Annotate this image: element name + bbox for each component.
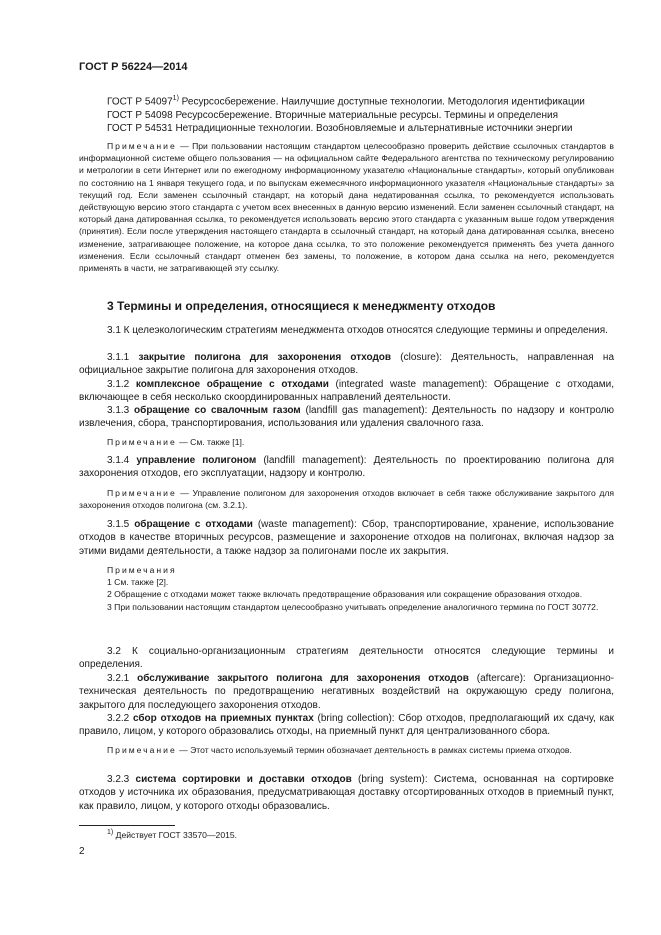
note-label: Примечание [107,141,177,151]
document-header: ГОСТ Р 56224—2014 [79,61,188,73]
term-definition: (aftercare): Организационно-техническая деятельность по предотвращению негативных воздействий на окружающую среду полигона, закрытого для последующего захоронения отходов. [79,673,614,711]
normative-references [107,92,617,136]
note-text: — Этот часто используемый термин обозначает деятельность в рамках системы приема отходов. [176,745,572,755]
term-name: обращение со свалочным газом [134,405,301,416]
term-name: сбор отходов на приемных пунктах [132,713,314,724]
term-number: 3.1.2 [107,379,136,390]
term-definition: (landfill management): Деятельность по проектированию полигона для захоронения отходов, его эксплуатации, надзору и контролю. [79,455,614,480]
term-3-1-1 [79,351,614,378]
term-name: комплексное обращение с отходами [135,379,329,390]
footnote-marker: 1) [107,829,114,836]
reference-code: ГОСТ Р 54531 [107,123,173,135]
reference-item [107,109,617,123]
term-definition: (integrated waste management): Обращение с отходами, включающее в себя несколько скоординированных направлений деятельности. [79,379,614,404]
term-number: 3.1.1 [107,352,139,363]
term-definition: (closure): Деятельность, направленная на официальное закрытие полигона для захоронения отходов. [79,352,615,377]
reference-item [107,122,617,136]
note-3-2-2 [79,744,614,756]
footnote [107,829,237,840]
notes-label: Примечания [107,565,177,575]
term-3-2-2 [79,712,614,739]
term-3-2-3 [79,773,614,813]
footnote-divider [79,825,175,826]
term-definition: (landfill gas management): Деятельность по надзору и контролю извлечения, сбора, транспортирования, использования или удаления свалочного газа. [79,405,614,430]
reference-code: ГОСТ Р 54098 [107,109,173,121]
paragraph-3-1 [79,324,614,337]
references-note [79,140,614,274]
term-3-1-4 [79,454,614,481]
reference-title: Нетрадиционные технологии. Возобновляемые и альтернативные источники энергии [172,123,573,135]
term-definition: (bring system): Система, основанная на сортировке отходов у источника их образования, предусматривающая доставку отсортированных отходов в приемный пункт, как правило, лицом, у которого отходы образовались. [79,774,614,812]
term-3-1-5 [79,518,614,558]
term-number: 3.1.4 [107,455,137,466]
term-number: 3.2.3 [107,774,136,785]
term-3-1-3 [79,404,614,431]
note-item: 1 См. также [2]. [107,577,169,588]
term-number: 3.1.5 [107,519,135,530]
note-text: — См. также [1]. [176,437,245,447]
term-number: 3.2.1 [107,673,138,684]
reference-item [107,92,617,109]
term-name: обслуживание закрытого полигона для захоронения отходов [137,673,469,684]
term-3-2-1 [79,672,614,712]
note-label: Примечание [107,437,177,447]
note-label: Примечание [107,745,177,755]
footnote-marker: 1) [172,95,179,102]
reference-title: Ресурсосбережение. Наилучшие доступные технологии. Методология идентификации [178,96,585,108]
note-item: 2 Обращение с отходами может также включать предотвращение образования или сокращение образования отходов. [107,589,583,600]
paragraph-text: 3.1 К целеэкологическим стратегиям менеджмента отходов относятся следующие термины и определения. [107,325,608,336]
note-3-1-4 [79,487,614,511]
term-definition: (bring collection): Сбор отходов, предполагающий их сдачу, как правило, лицом, у которого образовались отходы, на приемный пункт для централизованного сбора. [79,713,614,738]
page-number: 2 [79,846,85,857]
footnote-text: Действует ГОСТ 33570—2015. [113,829,238,840]
note-item: 3 При пользовании настоящим стандартом целесообразно учитывать определение аналогичного термина по ГОСТ 30772. [107,601,599,612]
reference-code: ГОСТ Р 54097 [107,96,173,108]
note-text: — При пользовании настоящим стандартом целесообразно проверить действие ссылочных стандартов в информационной системе общего пользования — на официальном сайте Федерального агентства по техническому регулированию и метрологии в сети Интернет или по ежегодному информационному указателю «Национальные стандарты», который опубликован по состоянию на 1 января текущего года, и по выпускам ежемесячного информационного указателя «Национальные стандарты» за текущий год. Если заменен ссылочный стандарт, на который дана недатированная ссылка, то рекомендуется использовать действующую версию этого стандарта с учетом всех внесенных в данную версию изменений. Если заменен ссылочный стандарт, на который дана датированная ссылка, то рекомендуется использовать версию этого стандарта с указанным выше годом утверждения (принятия). Если после утверждения настоящего стандарта в ссылочный стандарт, на который дана датированная ссылка, внесено изменение, затрагивающее положение, на которое дана ссылка, то это положение рекомендуется применять без учета данного изменения. Если ссылочный стандарт отменен без замены, то положение, в котором дана ссылка на него, рекомендуется применять в части, не затрагивающей эту ссылку. [79,141,614,274]
term-name: обращение с отходами [134,519,253,530]
note-label: Примечание [107,488,177,498]
section-title: 3 Термины и определения, относящиеся к менеджменту отходов [107,299,496,313]
paragraph-3-2 [79,645,614,672]
term-name: закрытие полигона для захоронения отходов [138,352,392,363]
term-3-1-2 [79,378,614,405]
term-name: система сортировки и доставки отходов [135,774,352,785]
term-number: 3.2.2 [107,713,133,724]
note-text: — Управление полигоном для захоронения отходов включает в себя также обслуживание закрытого для захоронения отходов полигона (см. 3.2.1). [79,488,614,511]
reference-title: Ресурсосбережение. Вторичные материальные ресурсы. Термины и определения [172,109,559,121]
paragraph-text: 3.2 К социально-организационным стратегиям деятельности относятся следующие термины и определения. [79,646,614,671]
term-number: 3.1.3 [107,405,135,416]
note-3-1-3 [79,436,614,448]
notes-3-1-5 [79,564,614,613]
term-definition: (waste management): Сбор, транспортирование, хранение, использование отходов в качестве вторичных ресурсов, размещение и захоронение отходов на полигонах, включая надзор за этими видами деятельности, а также надзор за полигонами после их закрытия. [79,519,614,557]
term-name: управление полигоном [136,455,257,466]
